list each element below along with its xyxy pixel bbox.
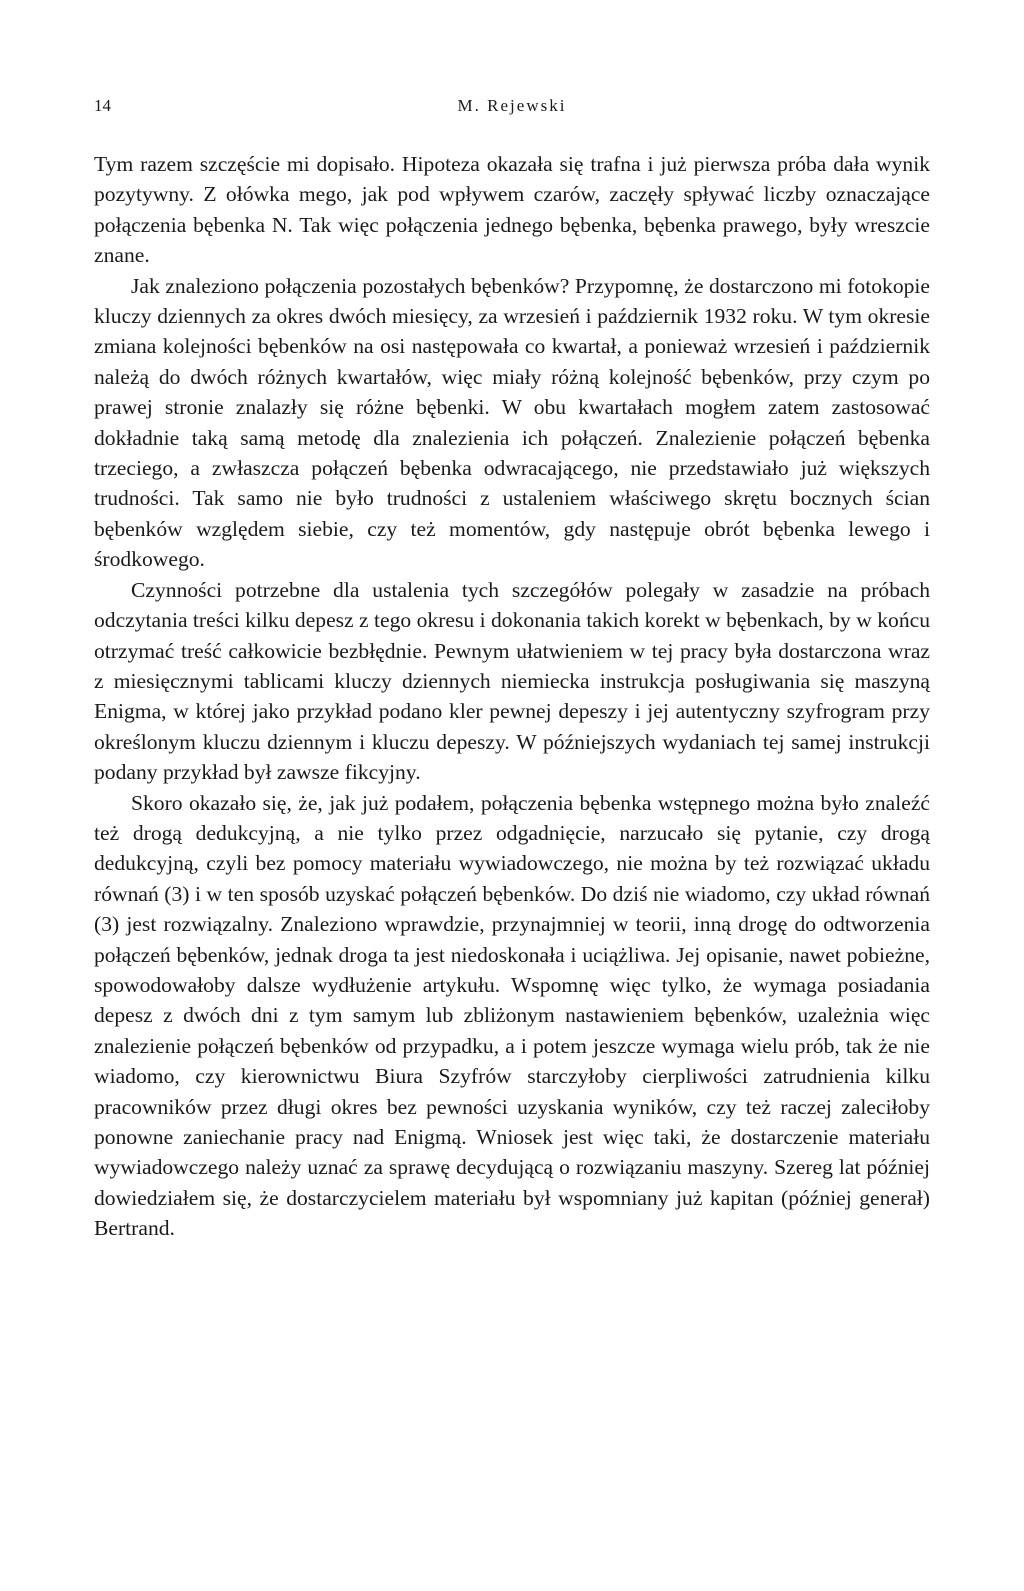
running-title: M. Rejewski — [457, 96, 567, 115]
paragraph: Czynności potrzebne dla ustalenia tych szczegółów polegały w zasadzie na próbach odczytania treści kilku depesz z tego okresu i dokonania takich korekt w bębenkach, by w końcu otrzymać treść całkowicie bezbłędnie. Pewnym ułatwieniem w tej pracy była dostarczona wraz z miesięcznymi tablicami kluczy dziennych niemiecka instrukcja posługiwania się maszyną Enigma, w której jako przykład podano kler pewnej depeszy i jej autentyczny szyfrogram przy określonym kluczu dziennym i kluczu depeszy. W późniejszych wydaniach tej samej instrukcji podany przykład był zawsze fikcyjny. — [94, 577, 930, 785]
paragraph: Jak znaleziono połączenia pozostałych bębenków? Przypomnę, że dostarczono mi fotokopie kluczy dziennych za okres dwóch miesięcy, za wrzesień i październik 1932 roku. W tym okresie zmiana kolejności bębenków na osi następowała co kwartał, a ponieważ wrzesień i październik należą do dwóch różnych kwartałów, więc miały różną kolejność bębenków, przy czym po prawej stronie znalazły się różne bębenki. W obu kwartałach mogłem zatem zastosować dokładnie taką samą metodę dla znalezienia ich połączeń. Znalezienie połączeń bębenka trzeciego, a zwłaszcza połączeń bębenka odwracającego, nie przedstawiało już większych trudności. Tak samo nie było trudności z ustaleniem właściwego skrętu bocznych ścian bębenków względem siebie, czy też momentów, gdy następuje obrót bębenka lewego i środkowego. — [94, 273, 930, 572]
paragraph: Tym razem szczęście mi dopisało. Hipoteza okazała się trafna i już pierwsza próba dała wynik pozytywny. Z ołówka mego, jak pod wpływem czarów, zaczęły spływać liczby oznaczające połączenia bębenka N. Tak więc połączenia jednego bębenka, bębenka prawego, były wreszcie znane. — [94, 152, 930, 268]
page-number: 14 — [94, 96, 111, 115]
page — [94, 96, 930, 1244]
paragraph: Skoro okazało się, że, jak już podałem, połączenia bębenka wstępnego można było znaleźć też drogą dedukcyjną, a nie tylko przez odgadnięcie, narzucało się pytanie, czy drogą dedukcyjną, czyli bez pomocy materiału wywiadowczego, nie można by też rozwiązać układu równań (3) i w ten sposób uzyskać połączeń bębenków. Do dziś nie wiadomo, czy układ równań (3) jest rozwiązalny. Znaleziono wprawdzie, przynajmniej w teorii, inną drogę do odtworzenia połączeń bębenków, jednak droga ta jest niedoskonała i uciążliwa. Jej opisanie, nawet pobieżne, spowodowałoby dalsze wydłużenie artykułu. Wspomnę więc tylko, że wymaga posiadania depesz z dwóch dni z tym samym lub zbliżonym nastawieniem bębenków, uzależnia więc znalezienie połączeń bębenków od przypadku, a i potem jeszcze wymaga wielu prób, tak że nie wiadomo, czy kierownictwu Biura Szyfrów starczyłoby cierpliwości zatrudnienia kilku pracowników przez długi okres bez pewności uzyskania wyników, czy też raczej zaleciłoby ponowne zaniechanie pracy nad Enigmą. Wniosek jest więc taki, że dostarczenie materiału wywiadowczego należy uznać za sprawę decydującą o rozwiązaniu maszyny. Szereg lat później dowiedziałem się, że dostarczycielem materiału był wspomniany już kapitan (później generał) Bertrand. — [94, 790, 930, 1241]
body-text — [94, 149, 930, 1244]
running-head — [94, 96, 930, 126]
